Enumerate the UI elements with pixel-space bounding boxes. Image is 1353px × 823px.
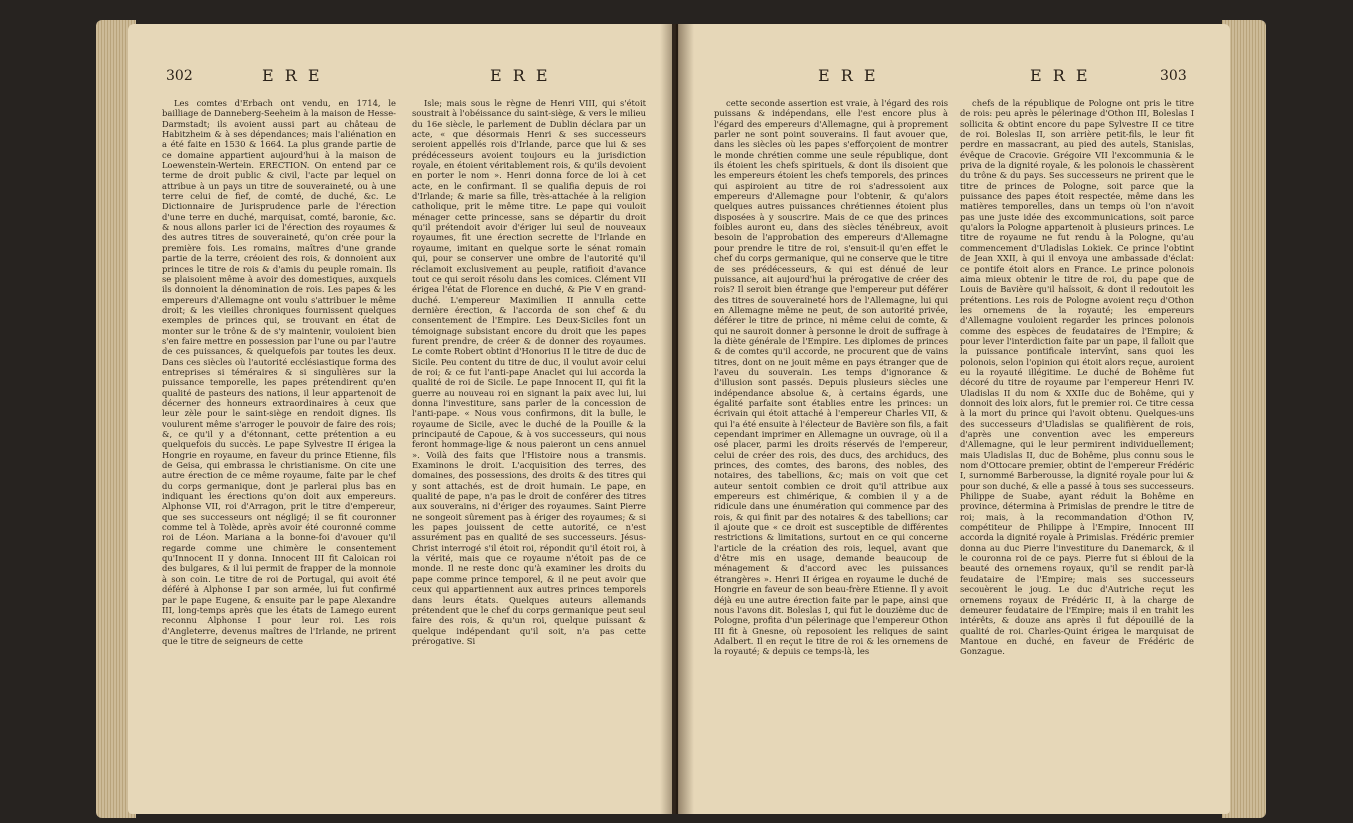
right-page: [678, 24, 1230, 814]
column-text: Les comtes d'Erbach ont vendu, en 1714, le bailliage de Danneberg-Seeheim à la maison de Hesse-Darmstadt; ils avoient aussi part au château de Habitzheim & à ses dépendances; mais l'aliénation en a été faite en 1530 & 1664. La plus grande partie de ce domaine appartient aujourd'hui à la maison de Loewenstein-Wertein. ERECTION. On entend par ce terme de droit public & civil, l'acte par lequel on attribue à un pays un titre de souveraineté, ou à une terre celui de fief, de comté, de duché, &c. Le Dictionnaire de Jurisprudence parle de l'érection d'une terre en duché, marquisat, comté, baronie, &c. & nous allons parler ici de l'érection des royaumes & des autres titres de souveraineté, qu'on crée pour la première fois. Les romains, maîtres d'une grande partie de la terre, créoient des rois, & donnoient aux princes le titre de rois & d'amis du peuple romain. Ils se plaisoient même à avoir des domestiques, auxquels ils donnoient la dénomination de rois. Les papes & les empereurs d'Allemagne ont voulu s'attribuer le même droit; & les vieilles chroniques fournissent quelques exemples de princes qui, se trouvant en état de monter sur le trône & de s'y maintenir, vouloient bien s'en faire mettre en possession par l'une ou par l'autre de ces puissances, & quelquefois par toutes les deux. Dans ces siècles où l'autorité ecclésiastique forma des entreprises si téméraires & si singulières sur la puissance temporelle, les papes prétendirent qu'en qualité de pasteurs des nations, il leur appartenoit de décerner des honneurs extraordinaires à ceux que leur zèle pour le saint-siège en rendoit dignes. Ils voulurent même s'arroger le pouvoir de faire des rois; &, ce qu'il y a d'étonnant, cette prétention a eu quelquefois du succès. Le pape Sylvestre II érigea la Hongrie en royaume, en faveur du prince Etienne, fils de Geisa, qui embrassa le christianisme. On cite une autre érection de ce même royaume, faite par le chef du corps germanique, dont je parlerai plus bas en indiquant les érections qu'on doit aux empereurs. Alphonse VII, roi d'Arragon, prit le titre d'empereur, que ses successeurs ont négligé; il se fit couronner comme tel à Tolède, après avoir été couronné comme roi de Léon. Mariana a la bonne-foi d'avouer qu'il regarde comme une chimère le consentement qu'Innocent II y donna. Innocent III fit Caloican roi des bulgares, & il lui permit de frapper de la monnoie à son coin. Le titre de roi de Portugal, qui avoit été déféré à Alphonse I par son armée, lui fut confirmé par le pape Eugene, & ensuite par le pape Alexandre III, long-temps après que les états de Lamego eurent reconnu Alphonse I pour leur roi. Les rois d'Angleterre, devenus maîtres de l'Irlande, ne prirent que le titre de seigneurs de cette: [162, 98, 396, 646]
text-column-1: [162, 98, 396, 798]
column-text: Isle; mais sous le règne de Henri VIII, qui s'étoit soustrait à l'obéissance du saint-siège, & vers le milieu du 16e siècle, le parlement de Dublin déclara par un acte, « que désormais Henri & ses successeurs seroient appellés rois d'Irlande, parce que lui & ses prédécesseurs avoient toujours eu la jurisdiction royale, en étoient véritablement rois, & qu'ils devoient en porter le nom ». Henri donna force de loi à cet acte, en le confirmant. Il se qualifia depuis de roi d'Irlande; & marie sa fille, très-attachée à la religion catholique, prit le même titre. Le pape qui vouloit ménager cette princesse, sans se départir du droit qu'il prétendoit avoir d'ériger lui seul de nouveaux royaumes, fit une érection secrette de l'Irlande en royaume, imitant en quelque sorte le sénat romain qui, pour se conserver une ombre de l'autorité qu'il réclamoit exclusivement au peuple, ratifioit d'avance tout ce qui seroit résolu dans les comices. Clément VII érigea l'état de Florence en duché, & Pie V en grand-duché. L'empereur Maximilien II annulla cette dernière érection, & l'accorda de son chef & du consentement de l'Empire. Les Deux-Siciles font un témoignage subsistant encore du droit que les papes furent prendre, de créer & de donner des royaumes. Le comte Robert obtint d'Honorius II le titre de duc de Sicile. Peu content du titre de duc, il voulut avoir celui de roi; & ce fut l'anti-pape Anaclet qui lui accorda la qualité de roi de Sicile. Le pape Innocent II, qui fit la guerre au nouveau roi en signant la paix avec lui, lui donna l'investiture, sans parler de la concession de l'anti-pape. « Nous vous confirmons, dit la bulle, le royaume de Sicile, avec le duché de la Pouille & la principauté de Capoue, & à vos successeurs, qui nous feront hommage-lige & nous paieront un cens annuel ». Voilà des faits que l'Histoire nous a transmis. Examinons le droit. L'acquisition des terres, des domaines, des possessions, des droits & des titres qui y sont attachés, est de droit humain. Le pape, en qualité de pape, n'a pas le droit de conférer des titres aux souverains, ni d'ériger des royaumes. Saint Pierre ne songeoit sûrement pas à ériger des royaumes; & si les papes jouissent de cette autorité, ce n'est assurément pas en qualité de ses successeurs. Jésus-Christ interrogé s'il étoit roi, répondit qu'il étoit roi, à la vérité, mais que ce royaume n'étoit pas de ce monde. Il ne reste donc qu'à examiner les droits du pape comme prince temporel, & il ne peut avoir que ceux qui appartiennent aux autres princes temporels dans leurs états. Quelques auteurs allemands prétendent que le chef du corps germanique peut seul faire des rois, & qu'un roi, quelque puissant & quelque indépendant qu'il soit, n'a pas cette prérogative. Si: [412, 98, 646, 646]
left-page: [128, 24, 672, 814]
running-header-left: E R E: [818, 66, 879, 85]
column-text: chefs de la république de Pologne ont pris le titre de rois: peu après le pélerinage d'Othon III, Boleslas I sollicita & obtint encore du pape Sylvestre II ce titre de roi. Boleslas II, son arrière petit-fils, le leur fit perdre en massacrant, au pied des autels, Stanislas, évêque de Cracovie. Grégoire VII l'excommunia & le priva de la dignité royale, & les polonois le chassèrent du trône & du pays. Ses successeurs ne prirent que le titre de princes de Pologne, soit parce que la puissance des papes étoit respectée, même dans les matières temporelles, dans un temps où l'on n'avoit pas une juste idée des excommunications, soit parce qu'alors la Pologne appartenoit à plusieurs princes. Le titre de royaume ne fut rendu à la Pologne, qu'au commencement d'Uladislas Lokiek. Ce prince l'obtint de Jean XXII, à qui il envoya une ambassade d'éclat: ce pontife étoit alors en France. Le prince polonois aima mieux obtenir le titre de roi, du pape que de Louis de Bavière qu'il haïssoit, & dont il redoutoit les prétentions. Les rois de Pologne avoient reçu d'Othon les ornemens de la royauté; les empereurs d'Allemagne vouloient regarder les princes polonois comme des espèces de feudataires de l'Empire; & pour lever l'interdiction faite par un pape, il falloit que la puissance pontificale intervînt, sans quoi les polonois, selon l'opinion qui étoit alors reçue, auroient eu la royauté illégitime. Le duché de Bohême fut décoré du titre de royaume par l'empereur Henri IV. Uladislas II du nom & XXIIe duc de Bohême, qui y donnoit des loix alors, fut le premier roi. Ce titre cessa à la mort du prince qui l'avoit obtenu. Quelques-uns des successeurs d'Uladislas se qualifièrent de rois, d'après une convention avec les empereurs d'Allemagne, qui le leur permirent individuellement; mais Uladislas II, duc de Bohême, plus connu sous le nom d'Ottocare premier, obtint de l'empereur Frédéric I, surnommé Barberousse, la dignité royale pour lui & pour son duché, & elle a passé à tous ses successeurs. Philippe de Suabe, ayant réduit la Bohême en province, détermina à Primislas de prendre le titre de roi; mais, à la recommandation d'Othon IV, compétiteur de Philippe à l'Empire, Innocent III accorda la dignité royale à Primislas. Frédéric premier donna au duc Pierre l'investiture du Danemarck, & il le couronna roi de ce pays. Pierre fut si ébloui de la beauté des ornemens royaux, qu'il se rendit par-là feudataire de l'Empire; mais ses successeurs secouèrent le joug. Le duc d'Autriche reçut les ornemens royaux de Frédéric II, à la charge de demeurer feudataire de l'Empire; mais il en trahit les intérêts, & douze ans après il fut dépouillé de la qualité de roi. Charles-Quint érigea le marquisat de Mantoue en duché, en faveur de Frédéric de Gonzague.: [960, 98, 1194, 657]
running-header-right: E R E: [490, 66, 551, 85]
text-column-2: [412, 98, 646, 798]
page-number: 302: [166, 68, 193, 84]
text-column-1: [714, 98, 948, 798]
running-header-right: E R E: [1030, 66, 1091, 85]
text-column-2: [960, 98, 1194, 798]
running-header-left: E R E: [262, 66, 323, 85]
column-text: cette seconde assertion est vraie, à l'égard des rois puissans & indépendans, elle l'est encore plus à l'égard des empereurs d'Allemagne, qui à proprement parler ne sont point souverains. Il faut avouer que, dans les siècles où les papes s'efforçoient de montrer le monde chrétien comme une seule république, dont ils étoient les chefs spirituels, & dont ils disoient que les empereurs étoient les chefs temporels, des princes qui aspiroient au titre de roi s'adressoient aux empereurs d'Allemagne pour l'obtenir, & qu'alors quelques autres puissances chrétiennes étoient plus disposées à y souscrire. Mais de ce que des princes foibles auront eu, dans des siècles ténébreux, avoit besoin de l'approbation des empereurs d'Allemagne pour prendre le titre de roi, s'ensuit-il qu'en effet le chef du corps germanique, qui ne conserve que le titre de ses prédécesseurs, & qui est dénué de leur puissance, ait aujourd'hui la prérogative de créer des rois? Il seroit bien étrange que l'empereur put déférer des titres de souveraineté hors de l'Allemagne, lui qui en Allemagne même ne peut, de son autorité privée, déférer le titre de prince, ni même celui de comte, & qui ne sauroit donner à personne le droit de suffrage à la diète générale de l'Empire. Les diplomes de princes & de comtes qu'il accorde, ne procurent que de vains titres, dont on ne jouit même en pays étranger que de l'aveu du souverain. Les temps d'ignorance & d'illusion sont passés. Depuis plusieurs siècles une indépendance absolue &, à certains égards, une égalité parfaite sont établies entre les princes: un écrivain qui étoit attaché à l'empereur Charles VII, & qui l'a été ensuite à l'électeur de Bavière son fils, a fait cependant imprimer en Allemagne un ouvrage, où il a osé placer, parmi les droits réservés de l'empereur, celui de créer des rois, des ducs, des archiducs, des princes, des comtes, des barons, des nobles, des notaires, des tabellions, &c; mais on voit que cet auteur sentoit combien ce droit qu'il attribue aux empereurs est chimérique, & combien il y a de ridicule dans une énumération qui commence par des rois, & qui finit par des notaires & des tabellions; car il ajoute que « ce droit est susceptible de différentes restrictions & limitations, surtout en ce qui concerne l'article de la création des rois, lequel, avant que d'être mis en usage, demande beaucoup de ménagement & d'accord avec les puissances étrangères ». Henri II érigea en royaume le duché de Hongrie en faveur de son beau-frère Etienne. Il y avoit déjà eu une autre érection faite par le pape, ainsi que nous l'avons dit. Boleslas I, qui fut le douzième duc de Pologne, profita d'un pélerinage que l'empereur Othon III fit à Gnesne, où reposoient les reliques de saint Adalbert. Il en reçut le titre de roi & les ornemens de la royauté; & depuis ce temps-là, les: [714, 98, 948, 657]
book-gutter: [660, 24, 694, 814]
page-number: 303: [1160, 68, 1187, 84]
